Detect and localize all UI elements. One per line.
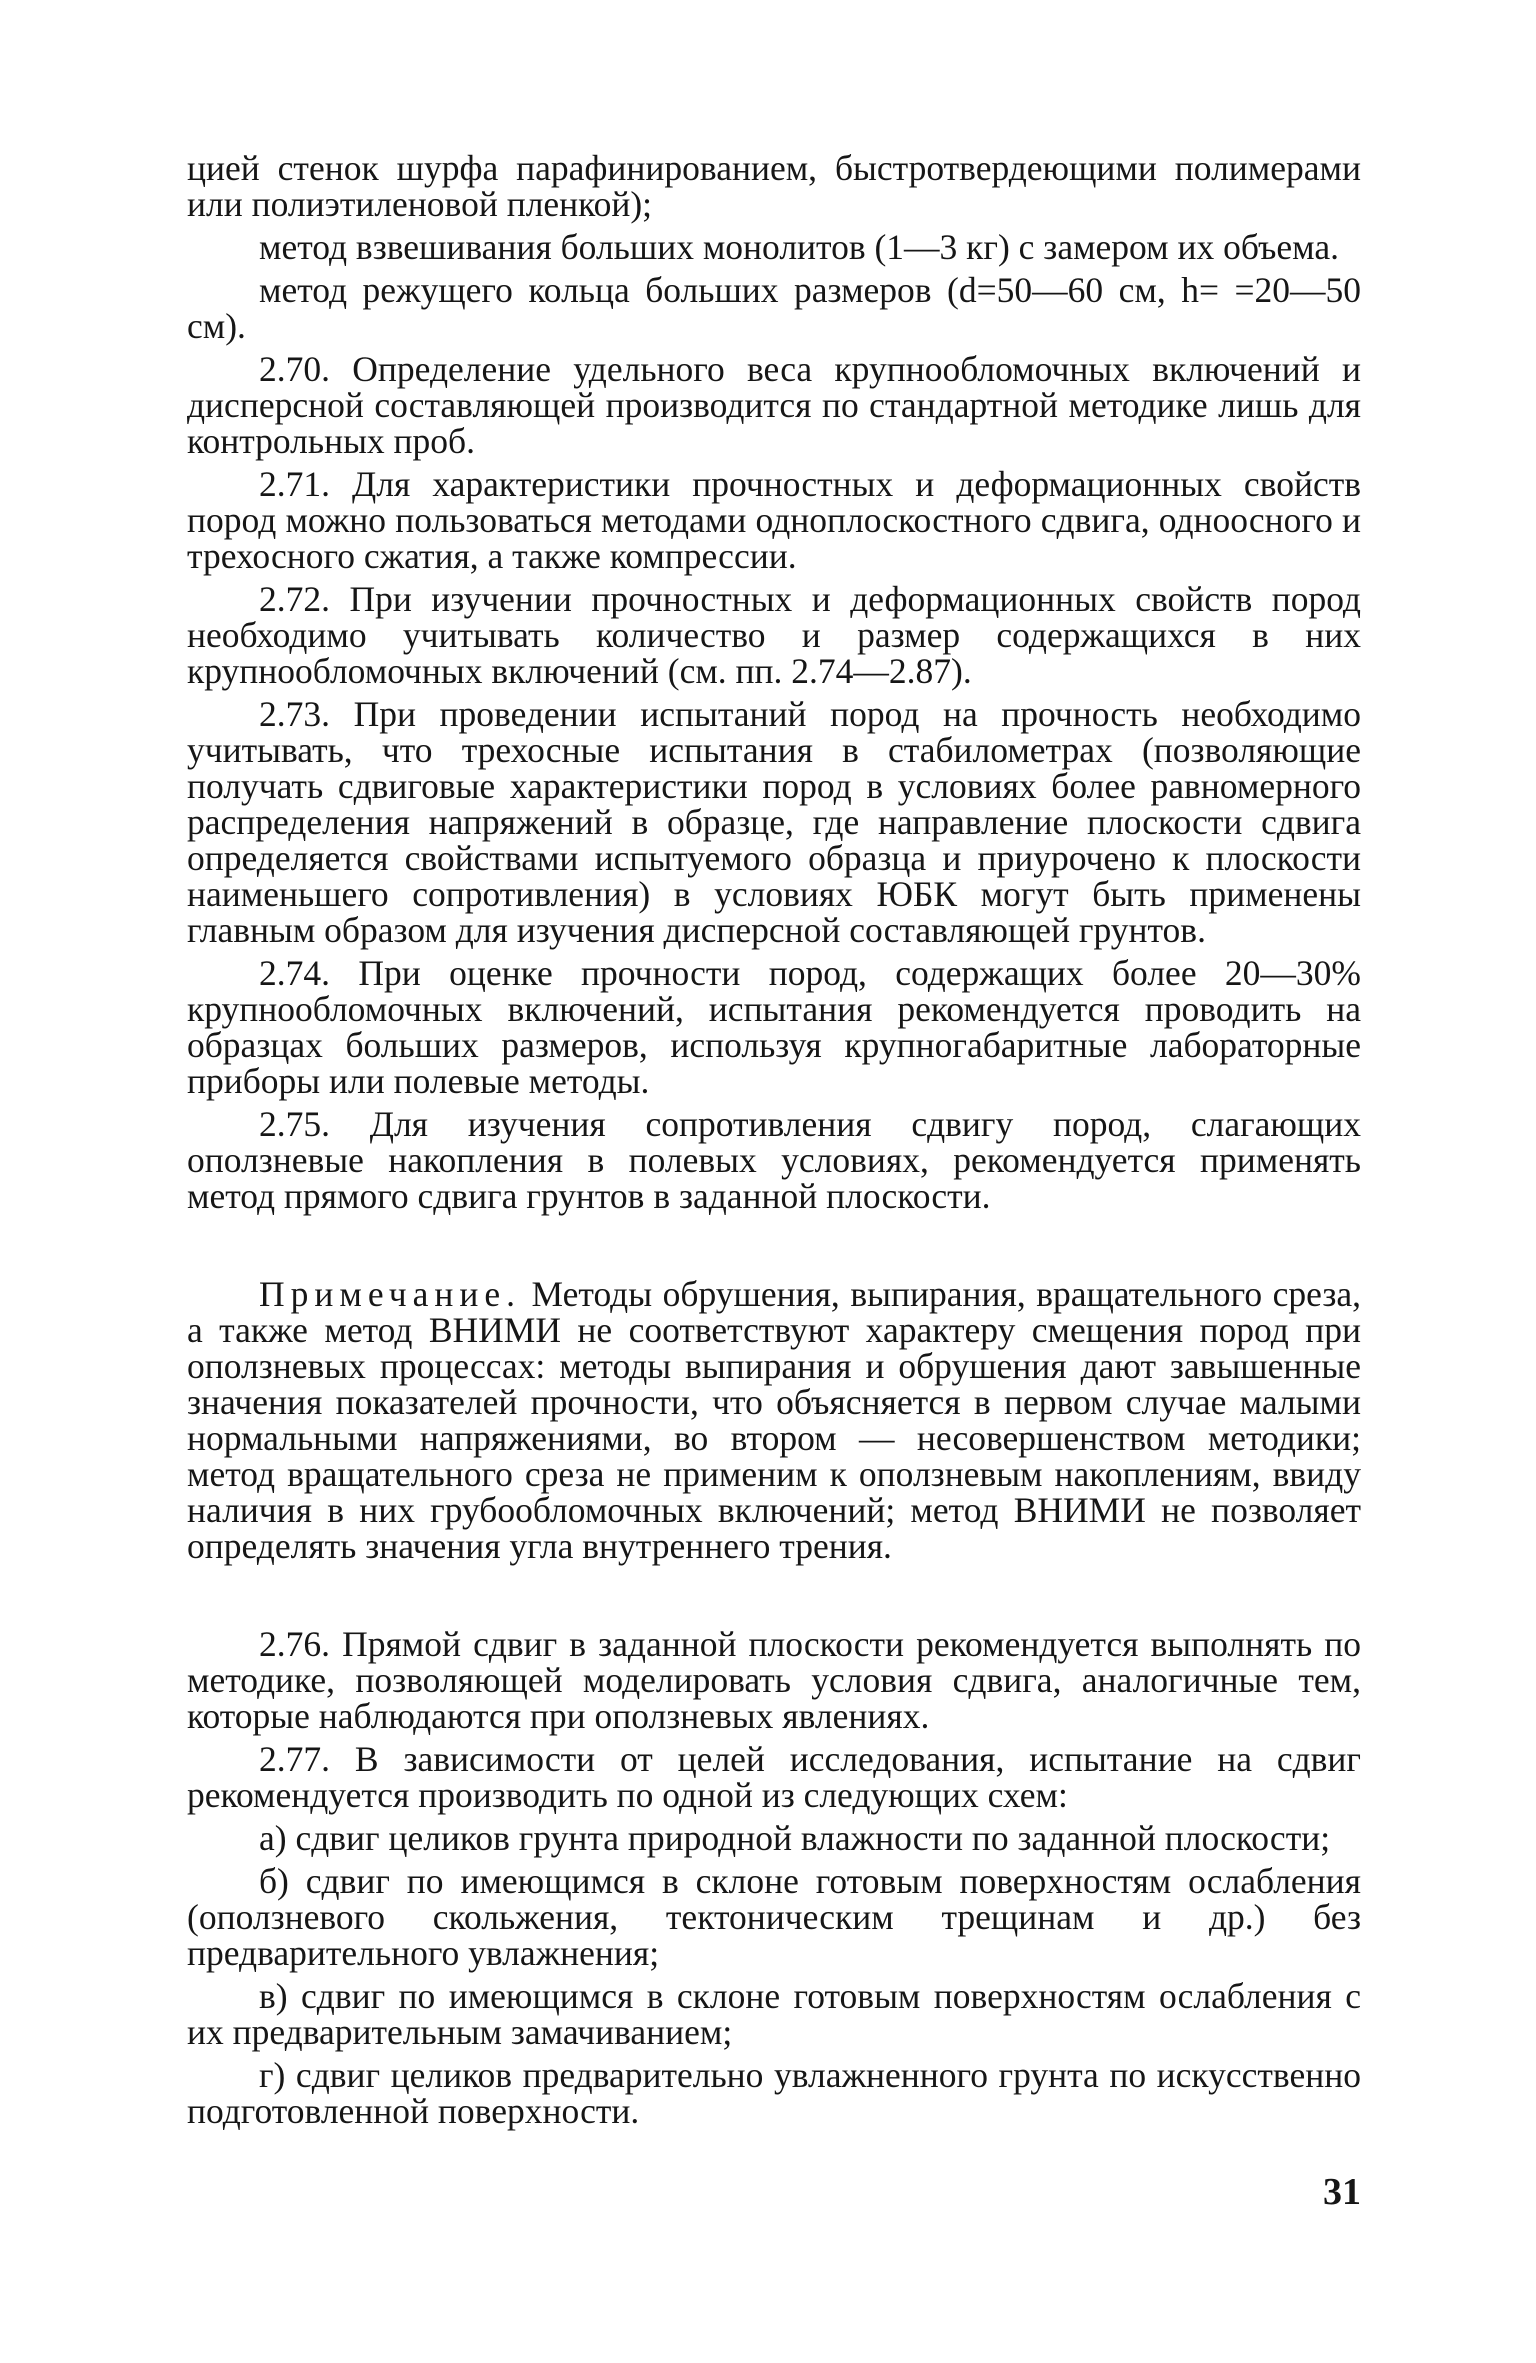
paragraph-2-76: 2.76. Прямой сдвиг в заданной плоскости рекомендуется выполнять по методике, позволяющей моделировать условия сдвига, аналогичные тем, которые наблюдаются при оползневых явлениях. <box>187 1624 1361 1736</box>
paragraph-2-75: 2.75. Для изучения сопротивления сдвигу пород, слагающих оползневые накопления в полевых условиях, рекомендуется применять метод прямого сдвига грунтов в заданной плоскости. <box>187 1104 1361 1216</box>
body-text <box>187 150 1361 2136</box>
paragraph-2-72: 2.72. При изучении прочностных и деформационных свойств пород необходимо учитывать количество и размер содержащихся в них крупнообломочных включений (см. пп. 2.74—2.87). <box>187 579 1361 691</box>
note-label: Примечание. <box>259 1274 521 1314</box>
page-number: 31 <box>1323 2171 1361 2213</box>
list-item-b: б) сдвиг по имеющимся в склоне готовым поверхностям ослабления (оползневого скольжения, тектоническим трещинам и др.) без предварительного увлажнения; <box>187 1861 1361 1973</box>
paragraph-2-74: 2.74. При оценке прочности пород, содержащих более 20—30% крупнообломочных включений, испытания рекомендуется проводить на образцах больших размеров, используя крупногабаритные лабораторные приборы или полевые методы. <box>187 953 1361 1101</box>
note-text: Методы обрушения, выпирания, вращательного среза, а также метод ВНИМИ не соответствуют характеру смещения пород при оползневых процессах: методы выпирания и обрушения дают завышенные значения показателей прочности, что объясняется в первом случае малыми нормальными напряжениями, во втором — несовершенством методики; метод вращательного среза не применим к оползневым накоплениям, ввиду наличия в них грубообломочных включений; метод ВНИМИ не позволяет определять значения угла внутреннего трения. <box>187 1274 1361 1566</box>
list-item-a: а) сдвиг целиков грунта природной влажности по заданной плоскости; <box>259 1818 1331 1858</box>
paragraph-continuation: цией стенок шурфа парафинированием, быстротвердеющими полимерами или полиэтиленовой пленкой); <box>187 148 1361 224</box>
paragraph-2-77: 2.77. В зависимости от целей исследования, испытание на сдвиг рекомендуется производить по одной из следующих схем: <box>187 1739 1361 1815</box>
paragraph-2-70: 2.70. Определение удельного веса крупнообломочных включений и дисперсной составляющей производится по стандартной методике лишь для контрольных проб. <box>187 349 1361 461</box>
paragraph-2-73: 2.73. При проведении испытаний пород на прочность необходимо учитывать, что трехосные испытания в стабилометрах (позволяющие получать сдвиговые характеристики пород в условиях более равномерного распределения напряжений в образце, где направление плоскости сдвига определяется свойствами испытуемого образца и приурочено к плоскости наименьшего сопротивления) в условиях ЮБК могут быть применены главным образом для изучения дисперсной составляющей грунтов. <box>187 694 1361 950</box>
list-item-v: в) сдвиг по имеющимся в склоне готовым поверхностям ослабления с их предварительным замачиванием; <box>187 1976 1361 2052</box>
paragraph-2-71: 2.71. Для характеристики прочностных и деформационных свойств пород можно пользоваться методами одноплоскостного сдвига, одноосного и трехосного сжатия, а также компрессии. <box>187 464 1361 576</box>
paragraph-weighing-method: метод взвешивания больших монолитов (1—3 кг) с замером их объема. <box>259 227 1339 267</box>
list-item-g: г) сдвиг целиков предварительно увлажненного грунта по искусственно подготовленной поверхности. <box>187 2055 1361 2131</box>
note-paragraph <box>187 1276 1361 1564</box>
paragraph-cutting-ring-method: метод режущего кольца больших размеров (d=50—60 см, h= =20—50 см). <box>187 270 1361 346</box>
